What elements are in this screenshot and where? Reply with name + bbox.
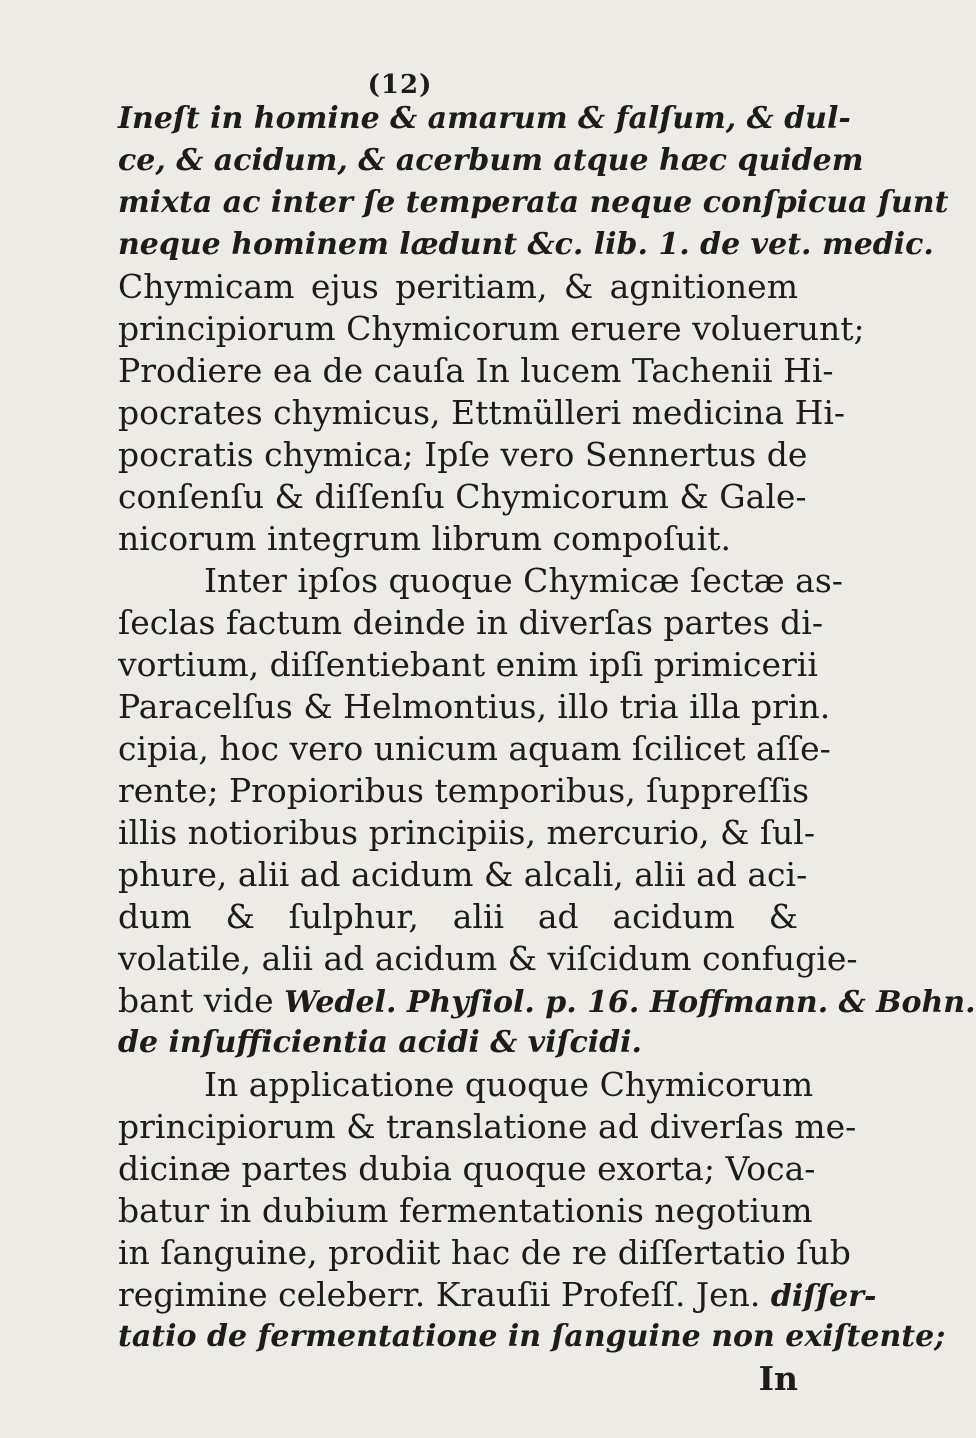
text-line [118, 476, 807, 518]
text-line-main: ce, & acidum, & acerbum atque hæc quidem [118, 143, 864, 178]
text-line-main: neque hominem lædunt &c. lib. 1. de vet. medic. [118, 227, 934, 262]
text-line [118, 1106, 857, 1148]
text-line [118, 644, 818, 686]
text-line [118, 980, 976, 1022]
page-number-header: (12) [367, 70, 433, 100]
text-line-main: Prodiere ea de cauſa In lucem Tachenii Hi- [118, 351, 834, 390]
text-line-main: Paracelſus & Helmontius, illo tria illa prin. [118, 687, 831, 726]
text-line-main: volatile, alii ad acidum & viſcidum confugie- [118, 939, 858, 978]
text-line [118, 560, 843, 602]
text-line-main: Ineſt in homine & amarum & falſum, & dul- [118, 101, 851, 136]
text-line-main: dicinæ partes dubia quoque exorta; Voca- [118, 1149, 816, 1188]
text-line-main: Chymicam ejus peritiam, & agnitionem [118, 267, 798, 306]
text-line [118, 1148, 816, 1190]
text-line [118, 854, 808, 896]
text-line [118, 308, 865, 350]
text-line [118, 1274, 877, 1316]
text-line [118, 182, 949, 224]
text-line-main: principiorum Chymicorum eruere voluerunt; [118, 309, 865, 348]
text-line-main: pocratis chymica; Ipſe vero Sennertus de [118, 435, 808, 474]
text-line-italic: diſſer- [770, 1279, 877, 1314]
text-line [118, 518, 798, 560]
text-line [118, 686, 831, 728]
text-line-main: mixta ac inter ſe temperata neque conſpicua ſunt [118, 185, 949, 220]
text-line-main: in ſanguine, prodiit hac de re diſſertatio ſub [118, 1233, 851, 1272]
text-line-italic: Wedel. Phyſiol. p. 16. Hoffmann. & Bohn. [284, 985, 976, 1020]
text-line-main: cipia, hoc vero unicum aquam ſcilicet aſſe- [118, 729, 831, 768]
text-line [118, 1190, 813, 1232]
text-line [118, 1064, 814, 1106]
text-line-main: batur in dubium fermentationis negotium [118, 1191, 813, 1230]
text-line [118, 1316, 946, 1358]
text-line [118, 602, 824, 644]
text-line-main: principiorum & translatione ad diverſas me- [118, 1107, 857, 1146]
text-line [118, 938, 858, 980]
text-line [118, 434, 808, 476]
text-line [118, 1022, 798, 1064]
text-line-main: rente; Propioribus temporibus, ſuppreſſis [118, 771, 810, 810]
text-line-main: Inter ipſos quoque Chymicæ ſectæ as- [204, 561, 843, 600]
text-line [118, 98, 851, 140]
text-line [118, 770, 810, 812]
text-line [118, 140, 864, 182]
text-line [118, 896, 798, 938]
text-line-main: de inſufficientia acidi & viſcidi. [118, 1025, 643, 1060]
text-line-main: In applicatione quoque Chymicorum [204, 1065, 814, 1104]
text-line [118, 266, 798, 308]
text-line [118, 350, 834, 392]
text-line-main: nicorum integrum librum compoſuit. [118, 519, 731, 558]
text-line-main: dum & ſulphur, alii ad acidum & [118, 897, 798, 936]
text-line-main: bant vide [118, 981, 285, 1020]
text-line-main: tatio de fermentatione in ſanguine non exiſtente; [118, 1319, 946, 1354]
text-line [118, 812, 816, 854]
text-line [118, 224, 934, 266]
text-line [118, 1358, 798, 1400]
body-text [118, 98, 976, 1400]
text-line-main: regimine celeberr. Krauſii Profeſſ. Jen. [118, 1275, 771, 1314]
text-line [118, 1232, 851, 1274]
text-line-main: pocrates chymicus, Ettmülleri medicina Hi- [118, 393, 846, 432]
text-line-main: In [758, 1359, 798, 1398]
text-line-main: vortium, diſſentiebant enim ipſi primicerii [118, 645, 818, 684]
text-line-main: conſenſu & diſſenſu Chymicorum & Gale- [118, 477, 807, 516]
text-line [118, 392, 846, 434]
text-line-main: ſeclas factum deinde in diverſas partes di- [118, 603, 824, 642]
text-line-main: illis notioribus principiis, mercurio, & ſul- [118, 813, 816, 852]
text-line-main: phure, alii ad acidum & alcali, alii ad aci- [118, 855, 808, 894]
text-line [118, 728, 831, 770]
